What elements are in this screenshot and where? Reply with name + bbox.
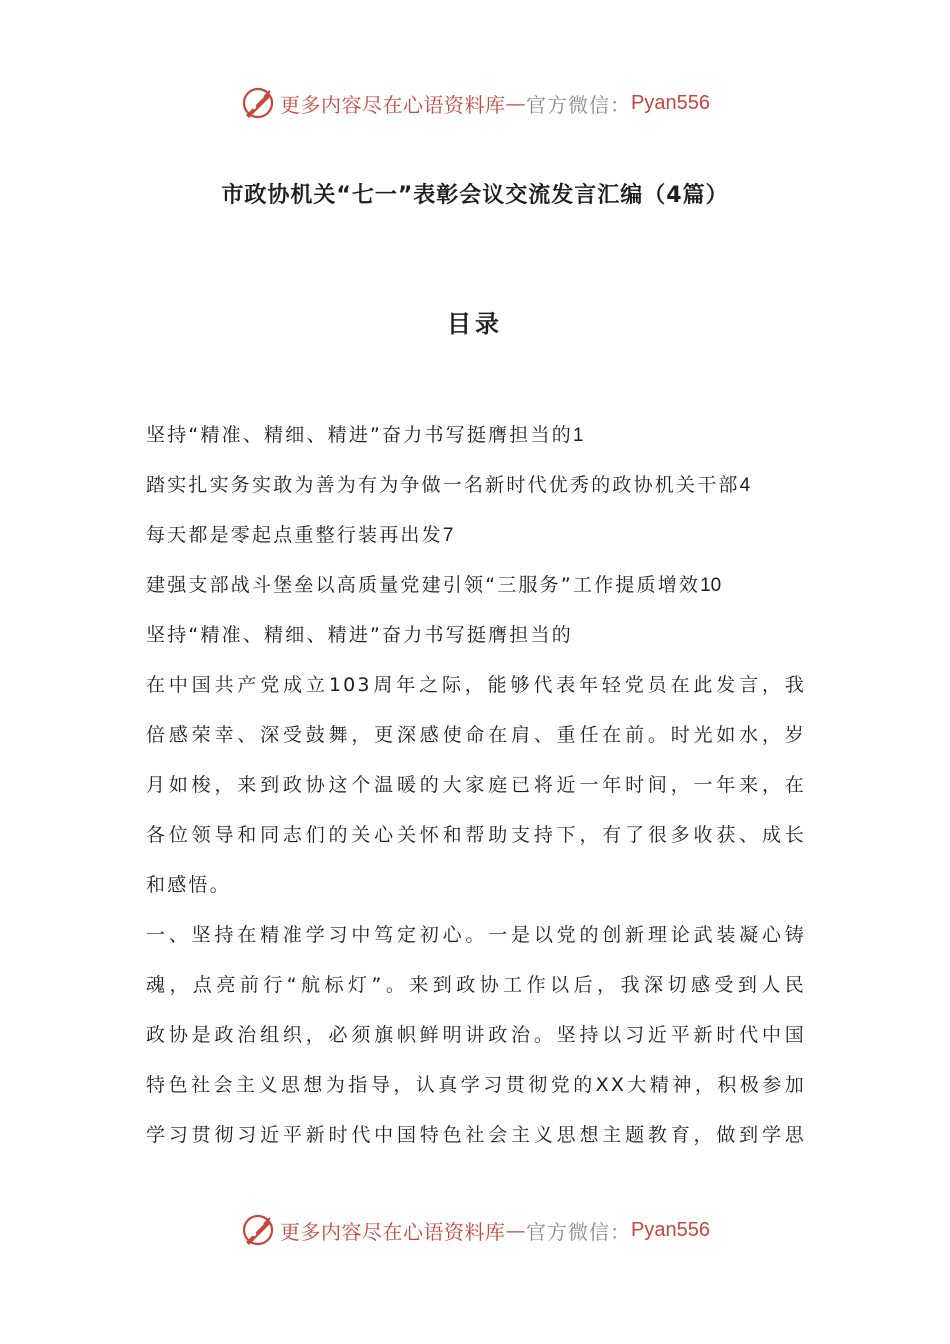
body-line: 和感悟。 — [146, 874, 231, 896]
toc-entry[interactable] — [146, 560, 806, 610]
footer-watermark — [0, 1210, 950, 1250]
body-line: 在中国共产党成立103周年之际，能够代表年轻党员在此发言，我 — [146, 674, 806, 696]
toc-heading: 目录 — [447, 310, 503, 338]
body-line: 倍感荣幸、深受鼓舞，更深感使命在肩、重任在前。时光如水，岁 — [146, 724, 806, 746]
watermark-wechat-id: Pyan556 — [631, 91, 710, 114]
toc-entry-page: 10 — [700, 575, 722, 596]
toc-entry-title: 建强支部战斗堡垒以高质量党建引领“三服务”工作提质增效 — [146, 574, 701, 596]
toc-entry-page: 1 — [572, 425, 584, 446]
body-line: 特色社会主义思想为指导，认真学习贯彻党的XX大精神，积极参加 — [146, 1074, 806, 1096]
document-body — [146, 410, 806, 1160]
watermark-brand: 更多内容尽在心语资料库 — [280, 92, 506, 117]
toc-entry-page: 4 — [739, 475, 751, 496]
watermark-wechat-id: Pyan556 — [631, 1218, 710, 1241]
watermark-dash: — — [505, 1218, 527, 1242]
toc-entry-title: 坚持“精准、精细、精进”奋力书写挺膺担当的 — [146, 424, 573, 446]
section-title: 坚持“精准、精细、精进”奋力书写挺膺担当的 — [146, 624, 573, 646]
quill-seal-icon — [240, 85, 276, 121]
watermark-dash: — — [505, 91, 527, 115]
body-line: 各位领导和同志们的关心关怀和帮助支持下，有了很多收获、成长 — [146, 824, 806, 846]
body-line: 政协是政治组织，必须旗帜鲜明讲政治。坚持以习近平新时代中国 — [146, 1024, 806, 1046]
body-line: 魂，点亮前行“航标灯”。来到政协工作以后，我深切感受到人民 — [146, 974, 806, 996]
quill-seal-icon — [240, 1212, 276, 1248]
toc-entry[interactable] — [146, 410, 806, 460]
body-line: 学习贯彻习近平新时代中国特色社会主义思想主题教育，做到学思 — [146, 1124, 806, 1146]
body-line: 一、坚持在精准学习中笃定初心。一是以党的创新理论武装凝心铸 — [146, 924, 806, 946]
toc-entry[interactable] — [146, 460, 806, 510]
toc-entry-title: 每天都是零起点重整行装再出发 — [146, 524, 443, 546]
watermark-brand: 更多内容尽在心语资料库 — [280, 1219, 506, 1244]
toc-entry[interactable] — [146, 510, 806, 560]
watermark-subtitle: 官方微信： — [526, 92, 632, 117]
watermark-subtitle: 官方微信： — [526, 1219, 632, 1244]
toc-entry-page: 7 — [442, 525, 454, 546]
body-line: 月如梭，来到政协这个温暖的大家庭已将近一年时间，一年来，在 — [146, 774, 806, 796]
header-watermark — [0, 83, 950, 123]
document-title: 市政协机关“七一”表彰会议交流发言汇编（4篇） — [221, 183, 729, 208]
toc-entry-title: 踏实扎实务实敢为善为有为争做一名新时代优秀的政协机关干部 — [146, 474, 740, 496]
